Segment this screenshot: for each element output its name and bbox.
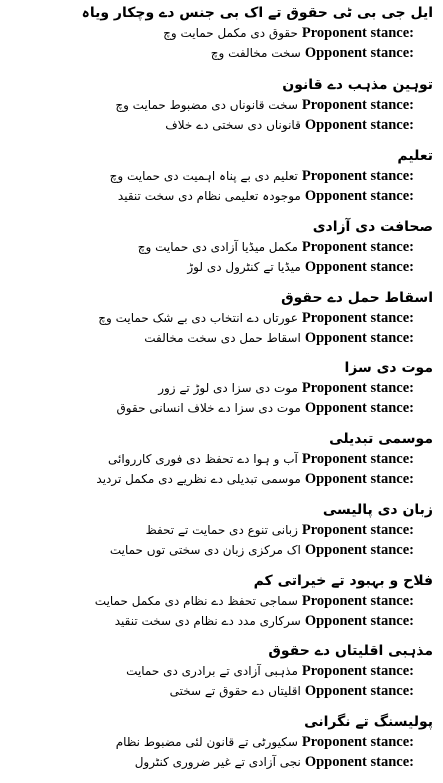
proponent-stance-row (138, 237, 414, 256)
proponent-text: آب و ہوا دے تحفظ دی فوری کارروائی (107, 452, 298, 466)
topic-lgbt-rights (10, 2, 433, 62)
opponent-label: Opponent stance: (304, 542, 414, 558)
opponent-label: Opponent stance: (304, 259, 414, 275)
opponent-text: نجی آزادی تے غیر ضروری کنٹرول (134, 755, 301, 769)
topic-title: زبان دی پالیسی (322, 502, 433, 518)
proponent-stance-row (108, 449, 414, 468)
opponent-stance-row (96, 469, 414, 488)
proponent-text: سخت قانوناں دی مضبوط حمایت وچ (115, 98, 298, 112)
topic-press-freedom (10, 216, 433, 276)
proponent-label: Proponent stance: (301, 451, 414, 467)
proponent-stance-row (163, 23, 414, 42)
opponent-text: میڈیا تے کنٹرول دی لوڑ (187, 260, 301, 274)
proponent-label: Proponent stance: (301, 522, 414, 538)
opponent-stance-row (115, 611, 414, 630)
proponent-text: موت دی سزا دی لوڑ تے زور (158, 381, 298, 395)
opponent-label: Opponent stance: (304, 45, 414, 61)
opponent-label: Opponent stance: (304, 188, 414, 204)
opponent-label: Opponent stance: (304, 613, 414, 629)
proponent-label: Proponent stance: (301, 239, 414, 255)
opponent-stance-row (187, 257, 414, 276)
topic-title: فلاح و بہبود تے خیراتی کم (253, 573, 433, 589)
proponent-label: Proponent stance: (301, 97, 414, 113)
opponent-stance-row (211, 43, 414, 62)
topic-title: ایل جی بی ٹی حقوق تے اک بی جنس دے وچکار ویاہ (81, 5, 433, 21)
opponent-stance-row (165, 115, 414, 134)
opponent-text: اسقاط حمل دی سخت مخالفت (144, 331, 301, 345)
proponent-text: تعلیم دی بے پناہ اہمیت دی حمایت وچ (109, 169, 298, 183)
proponent-label: Proponent stance: (301, 663, 414, 679)
opponent-text: اقلیتاں دے حقوق تے سختی (169, 684, 301, 698)
topic-abortion-rights (10, 287, 433, 347)
opponent-text: اک مرکزی زبان دی سختی توں حمایت (109, 543, 301, 557)
opponent-text: قانوناں دی سختی دے خلاف (165, 118, 301, 132)
topic-title: موسمی تبدیلی (329, 431, 433, 447)
opponent-stance-row (170, 681, 414, 700)
topic-title: پولیسنگ تے نگرانی (304, 714, 433, 730)
opponent-stance-row (135, 752, 414, 771)
proponent-label: Proponent stance: (301, 168, 414, 184)
topic-title: صحافت دی آزادی (312, 219, 433, 235)
proponent-stance-row (158, 378, 414, 397)
opponent-text: موت دی سزا دے خلاف انسانی حقوق (116, 401, 301, 415)
opponent-stance-row (110, 540, 414, 559)
proponent-label: Proponent stance: (301, 380, 414, 396)
topic-welfare-charity (10, 570, 433, 630)
proponent-text: عورتاں دے انتخاب دی بے شک حمایت وچ (98, 311, 298, 325)
topic-death-penalty (10, 357, 433, 417)
proponent-stance-row (98, 308, 414, 327)
proponent-text: سماجی تحفظ دے نظام دی مکمل حمایت (94, 594, 298, 608)
proponent-stance-row (116, 732, 414, 751)
proponent-text: حقوق دی مکمل حمایت وچ (163, 26, 298, 40)
topic-blasphemy-laws (10, 74, 433, 134)
proponent-stance-row (146, 520, 414, 539)
topic-title: توہین مذہب دے قانون (282, 77, 433, 93)
topic-policing-surveillance (10, 711, 433, 771)
topic-title: موت دی سزا (344, 360, 433, 376)
proponent-stance-row (115, 95, 414, 114)
opponent-label: Opponent stance: (304, 754, 414, 770)
topic-title: مذہبی اقلیتاں دے حقوق (268, 643, 433, 659)
proponent-label: Proponent stance: (301, 593, 414, 609)
proponent-text: زبانی تنوع دی حمایت تے تحفظ (145, 523, 298, 537)
topic-title: تعلیم (397, 148, 433, 164)
opponent-text: سخت مخالفت وچ (210, 46, 301, 60)
opponent-text: سرکاری مدد دے نظام دی سخت تنقید (114, 614, 301, 628)
topic-religious-minorities (10, 640, 433, 700)
proponent-label: Proponent stance: (301, 734, 414, 750)
opponent-label: Opponent stance: (304, 683, 414, 699)
opponent-label: Opponent stance: (304, 400, 414, 416)
topic-education (10, 145, 433, 205)
opponent-label: Opponent stance: (304, 471, 414, 487)
proponent-text: مذہبی آزادی تے برادری دی حمایت (126, 664, 298, 678)
topic-title: اسقاط حمل دے حقوق (281, 290, 433, 306)
proponent-stance-row (126, 661, 414, 680)
proponent-label: Proponent stance: (301, 25, 414, 41)
proponent-label: Proponent stance: (301, 310, 414, 326)
proponent-stance-row (95, 591, 414, 610)
opponent-label: Opponent stance: (304, 330, 414, 346)
opponent-stance-row (117, 398, 415, 417)
topic-climate-change (10, 428, 433, 488)
opponent-stance-row (144, 328, 414, 347)
proponent-text: مکمل میڈیا آزادی دی حمایت وچ (137, 240, 298, 254)
proponent-text: سکیورٹی تے قانون لئی مضبوط نظام (115, 735, 298, 749)
opponent-text: موسمی تبدیلی دے نظریے دی مکمل تردید (96, 472, 301, 486)
proponent-stance-row (110, 166, 414, 185)
opponent-text: موجودہ تعلیمی نظام دی سخت تنقید (117, 189, 301, 203)
topic-language-policy (10, 499, 433, 559)
opponent-stance-row (118, 186, 414, 205)
opponent-label: Opponent stance: (304, 117, 414, 133)
